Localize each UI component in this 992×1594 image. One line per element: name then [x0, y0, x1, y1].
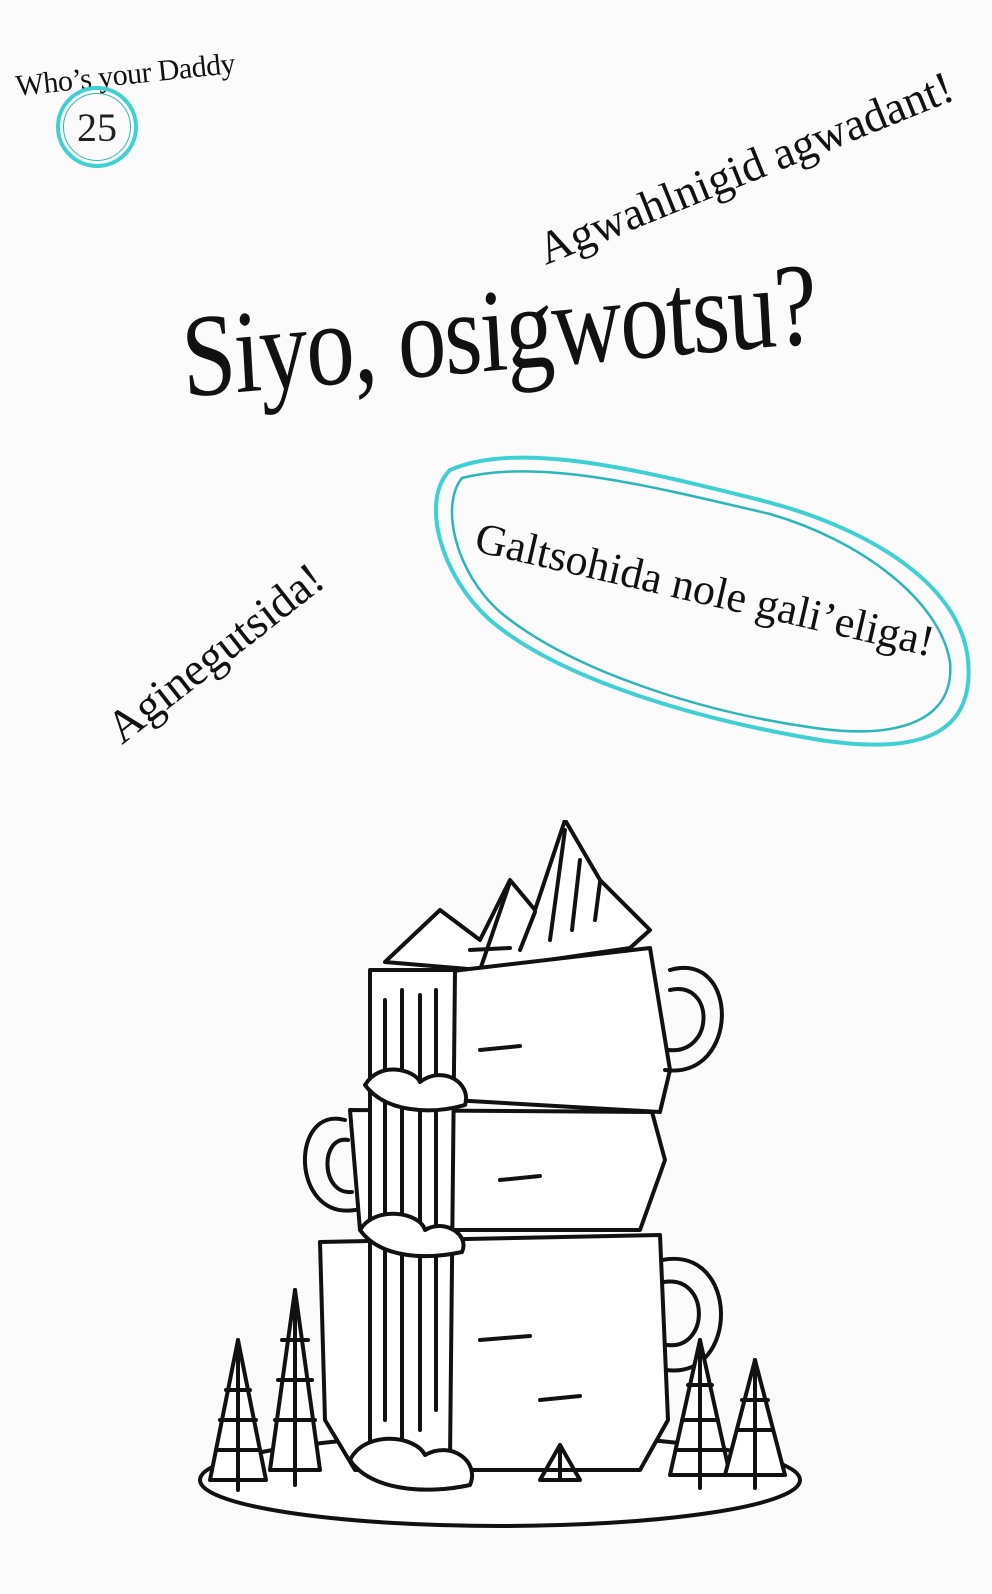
stacked-mugs-mountain-waterfall-icon	[180, 820, 820, 1580]
phrase-circled: Galtsohida nole gali’eliga!	[470, 512, 939, 667]
highlight-scribble	[0, 0, 992, 780]
book-title: Who’s your Daddy	[14, 46, 237, 103]
page-number: 25	[77, 104, 117, 150]
phrase-left: Aginegutsida!	[96, 552, 334, 753]
headline: Siyo, osigwotsu?	[178, 237, 820, 423]
phrase-top-right: Agwahlnigid agwadant!	[530, 60, 961, 275]
